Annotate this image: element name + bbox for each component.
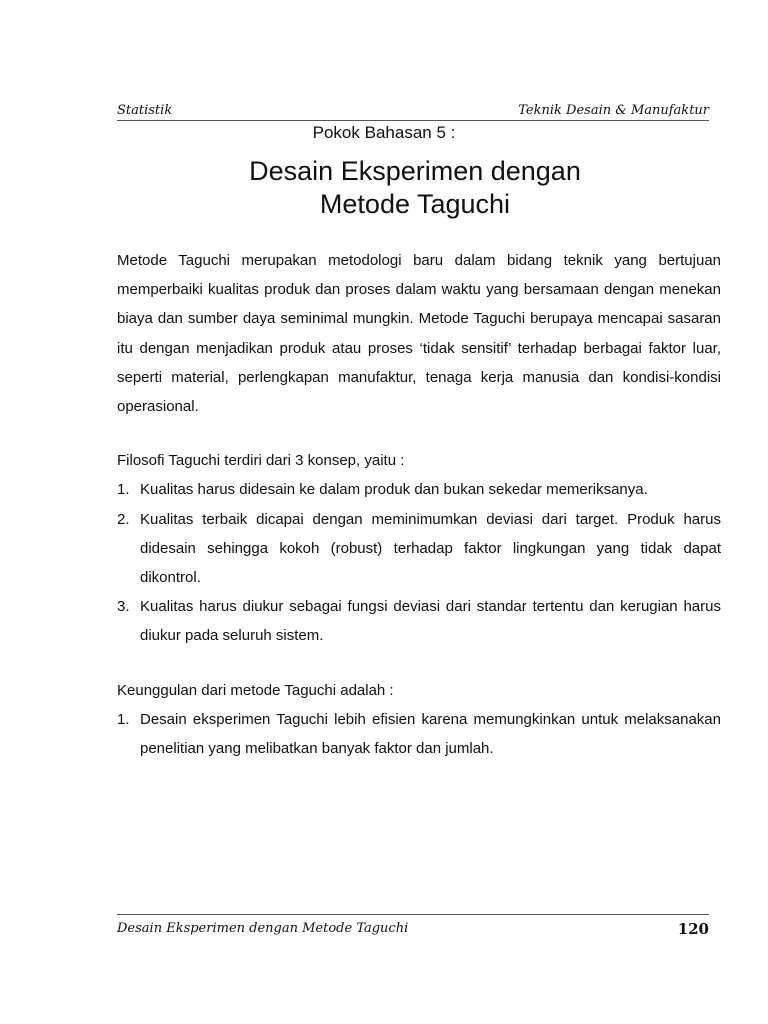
- list-item: [117, 705, 721, 763]
- list-item: [117, 475, 721, 504]
- page-footer: [117, 914, 709, 941]
- list-item-number: 3.: [117, 598, 130, 616]
- header-department-name: Teknik Desain & Manufaktur: [518, 103, 709, 118]
- footer-chapter-name: Desain Eksperimen dengan Metode Taguchi: [117, 921, 409, 936]
- chapter-title-line-1: Desain Eksperimen dengan: [249, 156, 581, 186]
- list-item-number: 1.: [117, 481, 130, 499]
- keunggulan-list: [117, 705, 721, 763]
- chapter-title-line-2: Metode Taguchi: [319, 189, 511, 219]
- filosofi-list: [117, 475, 721, 650]
- page-header: [117, 100, 709, 121]
- chapter-subtitle: Pokok Bahasan 5 :: [312, 123, 456, 142]
- list-item-number: 2.: [117, 510, 130, 528]
- main-content: [117, 246, 721, 763]
- list-item-number: 1.: [117, 710, 130, 728]
- list-item-text: Kualitas terbaik dicapai dengan meminimumkan deviasi dari target. Produk harus didesain sehingga kokoh (robust) terhadap faktor lingkungan yang tidak dapat dikontrol.: [140, 510, 721, 587]
- list-item: [117, 505, 721, 593]
- filosofi-heading: Filosofi Taguchi terdiri dari 3 konsep, yaitu :: [117, 452, 405, 470]
- chapter-title: [0, 155, 768, 221]
- list-item-text: Kualitas harus diukur sebagai fungsi deviasi dari standar tertentu dan kerugian harus diukur pada seluruh sistem.: [140, 598, 721, 645]
- list-item: [117, 592, 721, 650]
- header-course-name: Statistik: [117, 103, 173, 118]
- list-item-text: Kualitas harus didesain ke dalam produk dan bukan sekedar memeriksanya.: [140, 481, 648, 499]
- page-number: 120: [677, 920, 709, 938]
- intro-paragraph: Metode Taguchi merupakan metodologi baru dalam bidang teknik yang bertujuan memperbaiki kualitas produk dan proses dalam waktu yang bersamaan dengan menekan biaya dan sumber daya seminimal mungkin. Metode Taguchi berupaya mencapai sasaran itu dengan menjadikan produk atau proses ‘tidak sensitif’ terhadap berbagai faktor luar, seperti material, perlengkapan manufaktur, tenaga kerja manusia dan kondisi-kondisi operasional.: [117, 252, 721, 416]
- list-item-text: Desain eksperimen Taguchi lebih efisien karena memungkinkan untuk melaksanakan penelitian yang melibatkan banyak faktor dan jumlah.: [140, 710, 721, 758]
- keunggulan-heading: Keunggulan dari metode Taguchi adalah :: [117, 681, 394, 699]
